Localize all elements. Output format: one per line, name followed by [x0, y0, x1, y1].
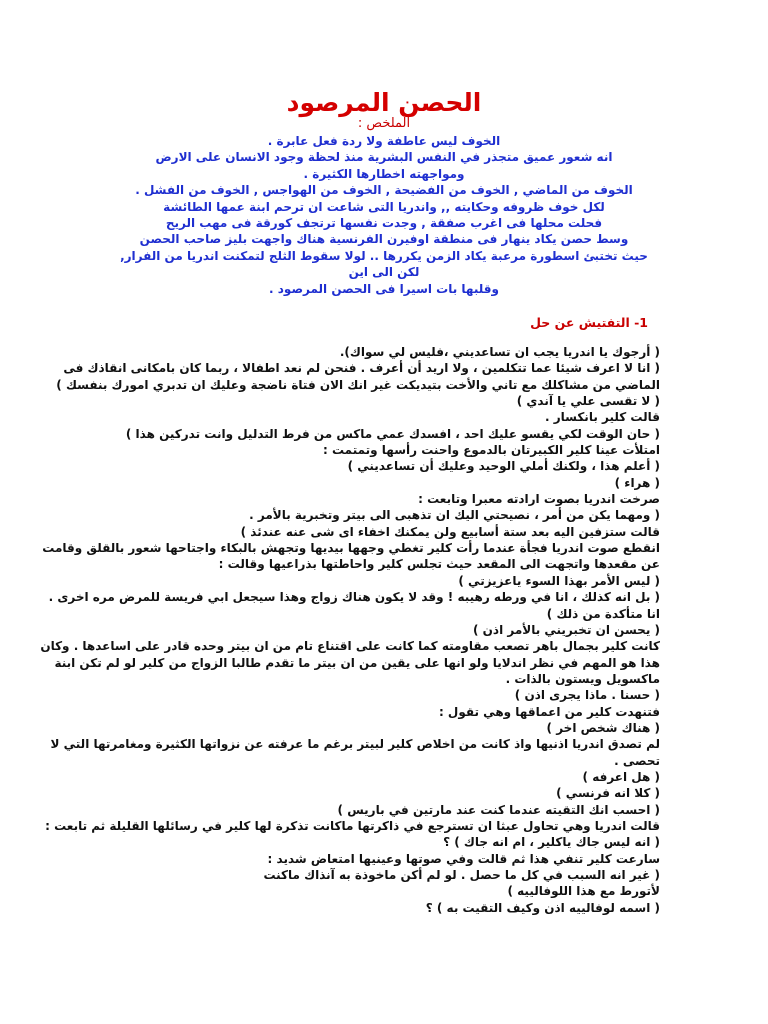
body-line: ( بل انه كذلك ، انا في ورطه رهيبه ! وقد لا يكون هناك زواج وهذا سيجعل ابي فريسة للمرض مره اخرى .	[48, 590, 660, 605]
page-title: الحصن المرصود	[286, 88, 482, 117]
body-line: انا متأكدة من ذلك )	[546, 606, 660, 621]
summary-line: وسط حصن يكاد ينهار فى منطقة اوفيرن الفرنسية هناك واجهت بليز صاحب الحصن	[139, 232, 629, 247]
body-line: ( أعلم هذا ، ولكنك أملي الوحيد وعليك أن تساعديني )	[347, 459, 660, 474]
summary-block	[100, 116, 668, 297]
body-line: لأتورط مع هذا اللوفالييه )	[507, 884, 660, 899]
story-body	[40, 344, 660, 916]
body-line: ( غير انه السبب في كل ما حصل . لو لم أكن ماخوذة به آنذاك ماكنت	[263, 868, 660, 882]
body-line: ( لا تقسى علي يا آندي )	[516, 394, 660, 409]
body-line: سارعت كلير تنفي هذا ثم قالت وفي صوتها وعينيها امتعاض شديد :	[267, 851, 660, 866]
body-line: ( حسنا . ماذا يجرى اذن )	[514, 688, 660, 703]
body-line: ماكسويل ويستون بالذات .	[505, 671, 660, 686]
summary-line: لكن الى اين	[348, 265, 420, 280]
summary-label: الملخص :	[357, 116, 411, 131]
body-line: ( انا لا اعرف شيئا عما تتكلمين ، ولا اريد أن أعرف . فنحن لم نعد اطفالا ، ربما كان بامكانى انقاذك فى	[63, 361, 660, 376]
summary-line: فحلت محلها فى اغرب صفقة , وجدت نفسها ترتجف كورقة فى مهب الريح	[165, 216, 603, 231]
body-line: قالت اندريا وهي تحاول عبثا ان تسترجع في ذاكرتها ماكانت تذكرة لها كلير في رسائلها القليلة ثم تابعت :	[45, 818, 660, 833]
body-line: ( احسب انك التقيته عندما كنت عند مارتين في باريس )	[337, 802, 660, 817]
summary-line: الخوف ليس عاطفة ولا ردة فعل عابرة .	[267, 134, 501, 148]
body-line: ( هراء )	[614, 475, 660, 490]
body-line: هذا هو المهم في نظر اندلايا ولو انها على يقين من ان بيتر ما تقدم طالبا الزواج من كلير لو لم تكن ابنة	[54, 655, 660, 670]
summary-line: لكل خوف ظروفه وحكايته ,, واندريا التى شاعت ان ترحم ابنة عمها الطائشة	[163, 199, 605, 214]
summary-line: وقلبها بات اسيرا فى الحصن المرصود .	[269, 281, 499, 296]
body-line: ( ليس الأمر بهذا السوء ياعزيزتي )	[458, 573, 660, 588]
body-line: كانت كلير بجمال باهر تصعب مقاومته كما كانت على اقتناع تام من ان بيتر وحده قادر على اساعدها . وكان	[40, 639, 660, 654]
body-line: ( يحسن ان تخبريني بالأمر اذن )	[473, 622, 660, 637]
section-heading: 1- التفتيش عن حل	[530, 315, 648, 330]
body-line: عن مقعدها واتجهت الى المقعد حيث تجلس كلير واحاطتها بذراعيها وقالت :	[218, 557, 660, 572]
summary-line: حيث تختبئ اسطورة مرعبة يكاد الزمن يكررها .. لولا سقوط الثلج لتمكنت اندريا من الفرار,	[120, 248, 648, 263]
body-line: ( كلا انه فرنسي )	[556, 786, 660, 801]
body-line: امتلأت عينا كلير الكبيرتان بالدموع واحنت رأسها وتمتمت :	[322, 443, 660, 458]
body-line: ( هل اعرفه )	[582, 769, 660, 784]
body-line: ( هناك شخص اخر )	[546, 720, 660, 735]
body-line: ( حان الوقت لكي يقسو عليك احد ، افسدك عمي ماكس من فرط التدليل وانت تدركين هذا )	[125, 426, 660, 441]
body-line: لم تصدق اندريا اذنيها واذ كانت من اخلاص كلير لبيتر برغم ما عرفته عن نزواتها الكثيرة ومغامرتها التي لا	[50, 737, 660, 752]
body-line: تحصى .	[614, 753, 660, 768]
body-line: الماضي من مشاكلك مع تاني والأخت بتيديكت غير انك الان فتاة ناضجة وعليك ان تدبري امورك بنفسك )	[56, 377, 660, 392]
body-line: ( اسمه لوفالييه اذن وكيف التقيت به ) ؟	[425, 900, 660, 915]
body-line: انقطع صوت اندريا فجأة عندما رأت كلير تغطي وجهها بيديها وتجهش بالبكاء واجتاحها شعور بالقلق وقامت	[42, 541, 660, 556]
summary-line: ومواجهته اخطارها الكثيرة .	[303, 166, 465, 181]
body-line: ( انه ليس جاك ياكلير ، ام انه جاك ) ؟	[443, 835, 660, 850]
body-line: صرخت اندريا بصوت ارادته معبرا وتابعت :	[418, 492, 660, 507]
summary-line: الخوف من الماضي , الخوف من الفضيحة , الخوف من الهواجس , الخوف من الفشل .	[135, 183, 633, 198]
body-line: قالت كلير بانكسار .	[544, 410, 660, 425]
body-line: قالت ستزفين اليه بعد ستة أسابيع ولن يمكنك اخفاء اى شى عنه عندئذ )	[240, 524, 660, 539]
body-line: ( أرجوك يا اندريا يجب ان تساعديني ،فليس لي سواك).	[339, 345, 660, 359]
summary-line: انه شعور عميق متجذر في النفس البشرية منذ لحظة وجود الانسان على الارض	[155, 150, 613, 165]
body-line: فتنهدت كلير من اعماقها وهي تقول :	[438, 704, 660, 719]
body-line: ( ومهما يكن من أمر ، نصيحتي اليك ان تذهبى الى بيتر وتخبرية بالأمر .	[249, 508, 660, 523]
